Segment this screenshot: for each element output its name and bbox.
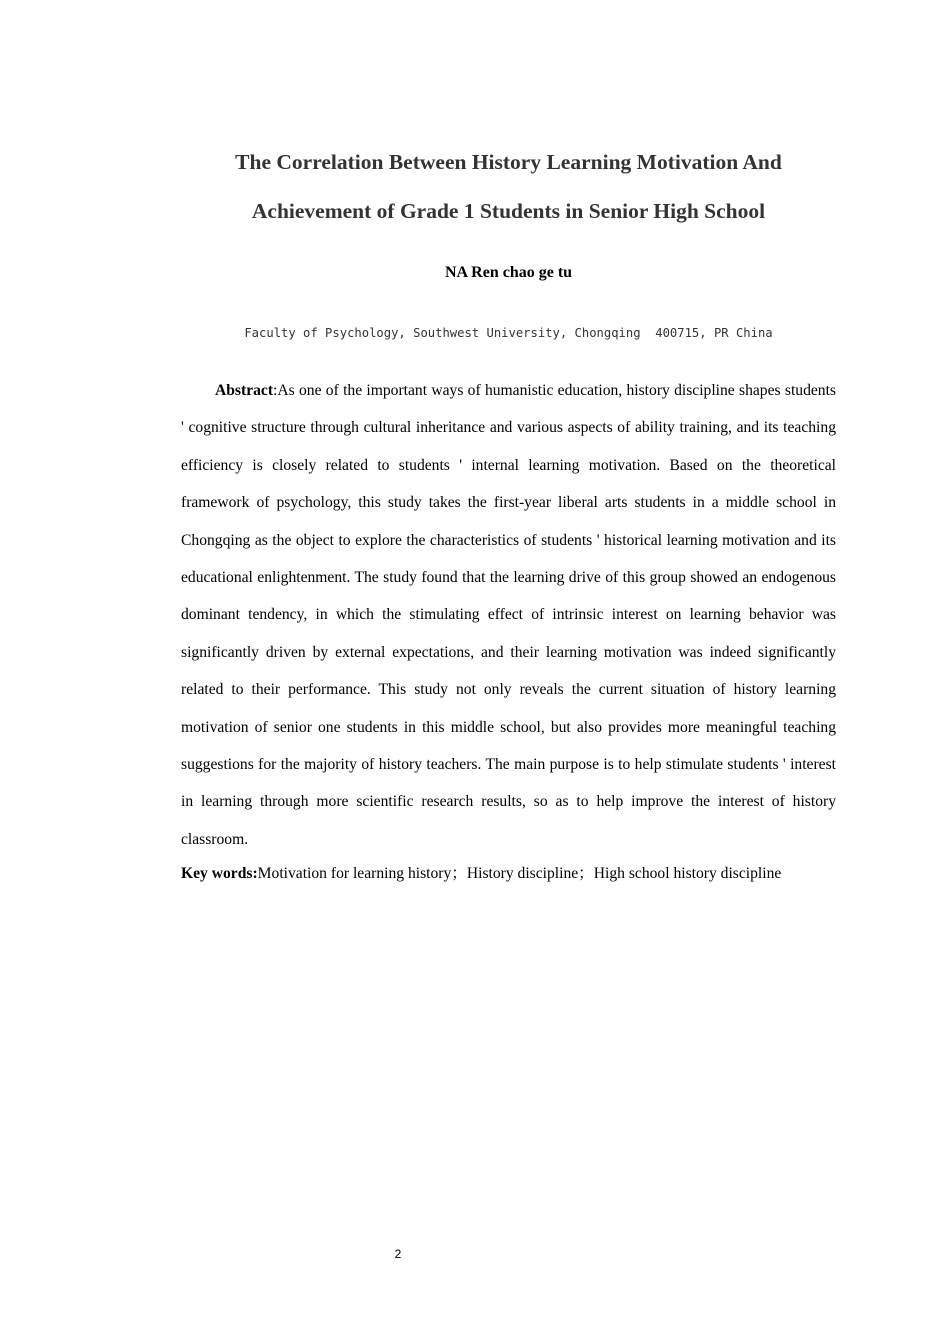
paper-title xyxy=(181,138,836,236)
keywords-text: Motivation for learning history；History discipline；High school history discipline xyxy=(257,865,782,882)
title-line-2: Achievement of Grade 1 Students in Senior High School xyxy=(251,199,766,223)
page-number: 2 xyxy=(394,1247,402,1261)
keywords-line xyxy=(181,862,861,886)
author-affiliation: Faculty of Psychology, Southwest University, Chongqing 400715, PR China xyxy=(244,326,773,340)
abstract-text: :As one of the important ways of humanistic education, history discipline shapes students ' cognitive structure through cultural inheritance and various aspects of ability training, and its teaching efficiency is closely related to students ' internal learning motivation. Based on the theoretical framework of psychology, this study takes the first-year liberal arts students in a middle school in Chongqing as the object to explore the characteristics of students ' historical learning motivation and its educational enlightenment. The study found that the learning drive of this group showed an endogenous dominant tendency, in which the stimulating effect of intrinsic interest on learning behavior was significantly driven by external expectations, and their learning motivation was indeed significantly related to their performance. This study not only reveals the current situation of history learning motivation of senior one students in this middle school, but also provides more meaningful teaching suggestions for the majority of history teachers. The main purpose is to help stimulate students ' interest in learning through more scientific research results, so as to help improve the interest of history classroom. xyxy=(181,382,836,848)
author-name: NA Ren chao ge tu xyxy=(444,264,573,281)
title-line-1: The Correlation Between History Learning Motivation And xyxy=(235,150,782,174)
abstract-paragraph xyxy=(181,372,836,858)
keywords-label: Key words: xyxy=(181,865,258,882)
abstract-label: Abstract xyxy=(215,382,274,399)
